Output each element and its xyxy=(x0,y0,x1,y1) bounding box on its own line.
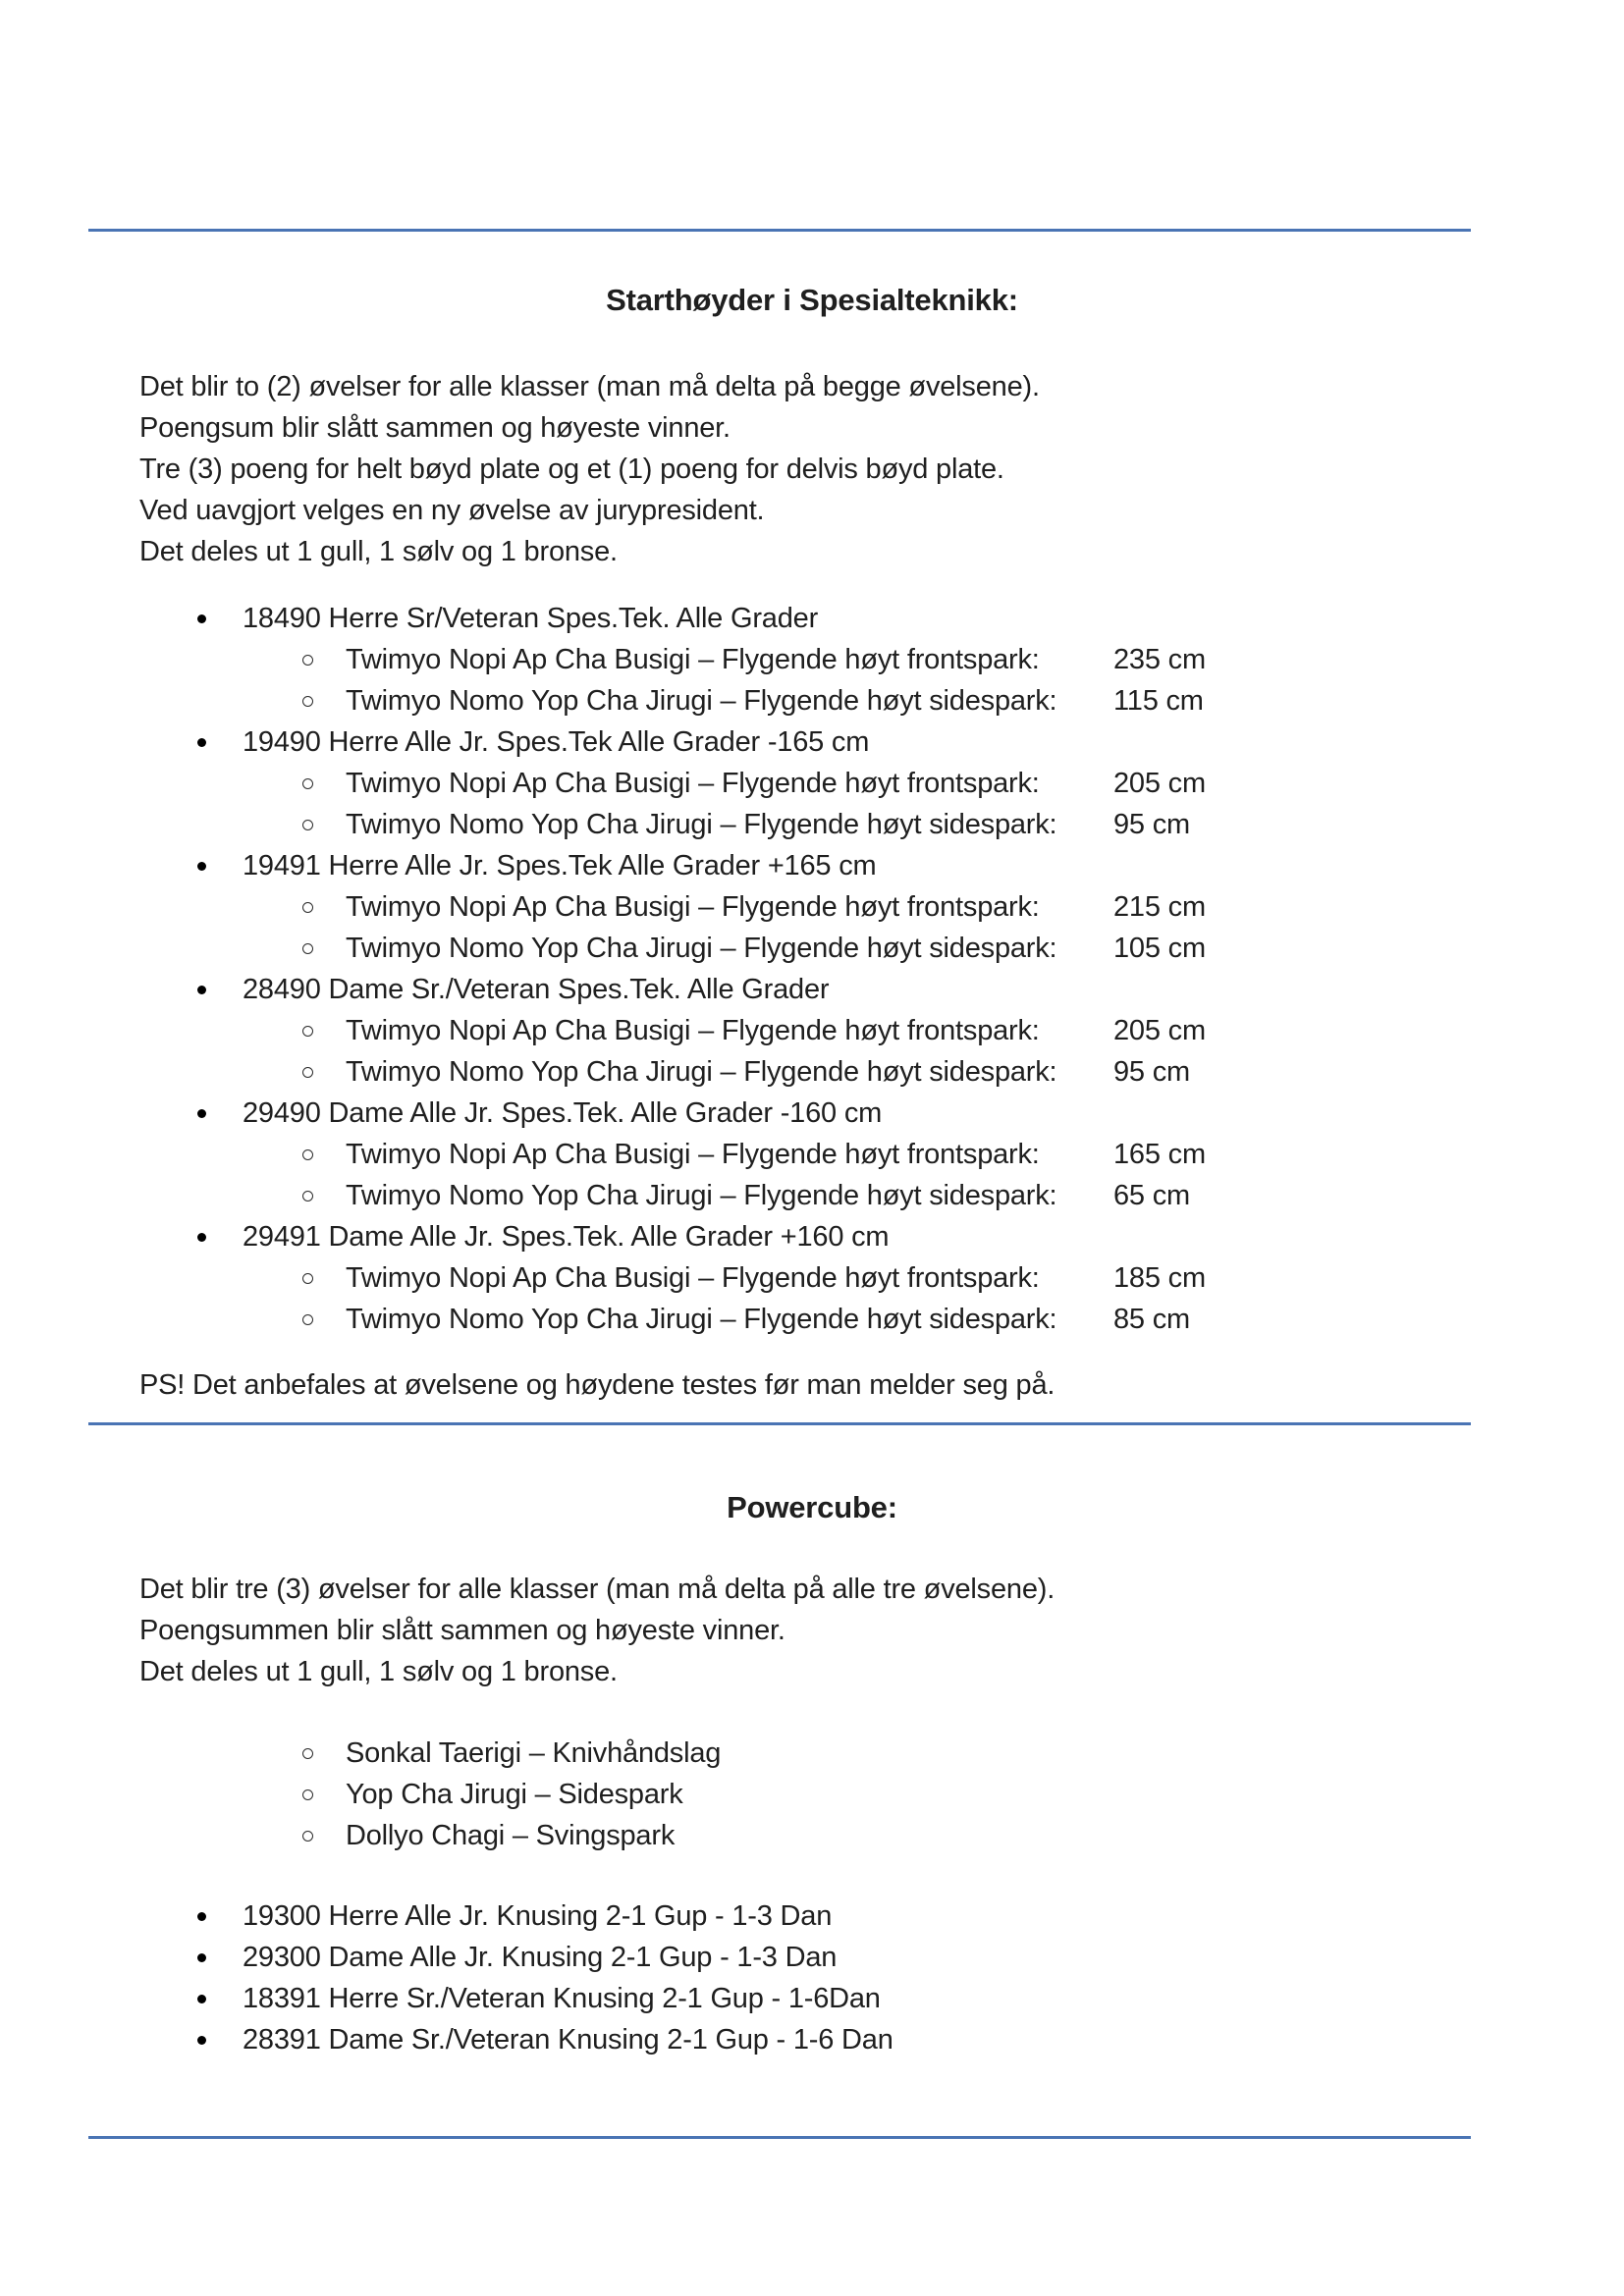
bullet-icon xyxy=(197,2036,206,2045)
technique-label: Twimyo Nomo Yop Cha Jirugi – Flygende høyt sidespark: xyxy=(346,1180,1057,1211)
class-item xyxy=(0,845,1624,886)
technique-label: Twimyo Nomo Yop Cha Jirugi – Flygende høyt sidespark: xyxy=(346,685,1057,717)
technique-value: 185 cm xyxy=(1113,1262,1206,1294)
technique-value: 235 cm xyxy=(1113,644,1206,675)
intro-line: Ved uavgjort velges en ny øvelse av jurypresident. xyxy=(139,495,765,526)
circle-bullet-icon xyxy=(302,1149,313,1160)
bullet-icon xyxy=(197,862,206,871)
spesialteknikk-heading: Starthøyder i Spesialteknikk: xyxy=(606,283,1018,317)
class-item xyxy=(0,598,1624,639)
technique-item xyxy=(0,928,1624,969)
intro-line: Poengsum blir slått sammen og høyeste vinner. xyxy=(139,412,731,444)
technique-item xyxy=(0,1815,1624,1856)
bullet-icon xyxy=(197,1109,206,1118)
class-item xyxy=(0,1978,1624,2019)
technique-label: Dollyo Chagi – Svingspark xyxy=(346,1820,676,1851)
technique-value: 105 cm xyxy=(1113,933,1206,964)
bullet-icon xyxy=(197,1953,206,1962)
technique-label: Twimyo Nomo Yop Cha Jirugi – Flygende høyt sidespark: xyxy=(346,1056,1057,1088)
class-label: 19300 Herre Alle Jr. Knusing 2-1 Gup - 1-3 Dan xyxy=(243,1900,833,1932)
spesialteknikk-intro xyxy=(139,366,1624,572)
powercube-technique-list xyxy=(0,1733,1624,1856)
powercube-intro xyxy=(139,1569,1624,1692)
technique-value: 205 cm xyxy=(1113,1015,1206,1046)
technique-value: 215 cm xyxy=(1113,891,1206,923)
technique-label: Yop Cha Jirugi – Sidespark xyxy=(346,1779,683,1810)
circle-bullet-icon xyxy=(302,1067,313,1078)
technique-item xyxy=(0,1010,1624,1051)
class-label: 28490 Dame Sr./Veteran Spes.Tek. Alle Grader xyxy=(243,974,830,1005)
technique-item xyxy=(0,1774,1624,1815)
technique-label: Twimyo Nopi Ap Cha Busigi – Flygende høyt frontspark: xyxy=(346,1015,1040,1046)
technique-item xyxy=(0,763,1624,804)
powercube-heading: Powercube: xyxy=(727,1490,897,1524)
bullet-icon xyxy=(197,1233,206,1242)
class-item xyxy=(0,1216,1624,1257)
circle-bullet-icon xyxy=(302,1748,313,1759)
circle-bullet-icon xyxy=(302,1273,313,1284)
technique-label: Twimyo Nomo Yop Cha Jirugi – Flygende høyt sidespark: xyxy=(346,933,1057,964)
bullet-icon xyxy=(197,614,206,623)
class-item xyxy=(0,2019,1624,2060)
class-item xyxy=(0,969,1624,1010)
technique-item xyxy=(0,1257,1624,1299)
intro-line: Det deles ut 1 gull, 1 sølv og 1 bronse. xyxy=(139,1656,618,1687)
intro-line: Tre (3) poeng for helt bøyd plate og et (1) poeng for delvis bøyd plate. xyxy=(139,454,1004,485)
intro-line: Det blir to (2) øvelser for alle klasser (man må delta på begge øvelsene). xyxy=(139,371,1040,402)
technique-label: Twimyo Nopi Ap Cha Busigi – Flygende høyt frontspark: xyxy=(346,768,1040,799)
technique-value: 65 cm xyxy=(1113,1180,1190,1211)
technique-item xyxy=(0,804,1624,845)
class-item xyxy=(0,721,1624,763)
technique-value: 115 cm xyxy=(1113,685,1204,717)
technique-item xyxy=(0,1175,1624,1216)
intro-line: Det blir tre (3) øvelser for alle klasser (man må delta på alle tre øvelsene). xyxy=(139,1574,1056,1605)
technique-label: Twimyo Nopi Ap Cha Busigi – Flygende høyt frontspark: xyxy=(346,1262,1040,1294)
circle-bullet-icon xyxy=(302,778,313,789)
technique-label: Twimyo Nopi Ap Cha Busigi – Flygende høyt frontspark: xyxy=(346,891,1040,923)
technique-item xyxy=(0,1134,1624,1175)
technique-value: 95 cm xyxy=(1113,809,1190,840)
class-label: 29490 Dame Alle Jr. Spes.Tek. Alle Grader -160 cm xyxy=(243,1097,883,1129)
circle-bullet-icon xyxy=(302,1026,313,1037)
class-label: 18391 Herre Sr./Veteran Knusing 2-1 Gup - 1-6Dan xyxy=(243,1983,881,2014)
ps-note: PS! Det anbefales at øvelsene og høydene testes før man melder seg på. xyxy=(139,1369,1056,1401)
technique-item xyxy=(0,886,1624,928)
class-item xyxy=(0,1896,1624,1937)
bullet-icon xyxy=(197,1995,206,2003)
technique-item xyxy=(0,680,1624,721)
bullet-icon xyxy=(197,738,206,747)
technique-value: 95 cm xyxy=(1113,1056,1190,1088)
circle-bullet-icon xyxy=(302,820,313,830)
top-divider-rule xyxy=(88,229,1471,232)
bottom-divider-rule xyxy=(88,2136,1471,2139)
technique-value: 165 cm xyxy=(1113,1139,1206,1170)
technique-label: Sonkal Taerigi – Knivhåndslag xyxy=(346,1737,722,1769)
technique-item xyxy=(0,1299,1624,1340)
circle-bullet-icon xyxy=(302,1789,313,1800)
technique-label: Twimyo Nopi Ap Cha Busigi – Flygende høyt frontspark: xyxy=(346,1139,1040,1170)
technique-item xyxy=(0,1733,1624,1774)
intro-line: Poengsummen blir slått sammen og høyeste vinner. xyxy=(139,1615,785,1646)
technique-label: Twimyo Nomo Yop Cha Jirugi – Flygende høyt sidespark: xyxy=(346,1304,1057,1335)
class-label: 29491 Dame Alle Jr. Spes.Tek. Alle Grader +160 cm xyxy=(243,1221,890,1253)
technique-value: 205 cm xyxy=(1113,768,1206,799)
circle-bullet-icon xyxy=(302,1314,313,1325)
technique-item xyxy=(0,639,1624,680)
technique-label: Twimyo Nopi Ap Cha Busigi – Flygende høyt frontspark: xyxy=(346,644,1040,675)
circle-bullet-icon xyxy=(302,696,313,707)
circle-bullet-icon xyxy=(302,1831,313,1842)
circle-bullet-icon xyxy=(302,655,313,666)
technique-value: 85 cm xyxy=(1113,1304,1190,1335)
class-label: 18490 Herre Sr/Veteran Spes.Tek. Alle Grader xyxy=(243,603,819,634)
class-label: 29300 Dame Alle Jr. Knusing 2-1 Gup - 1-3 Dan xyxy=(243,1942,838,1973)
intro-line: Det deles ut 1 gull, 1 sølv og 1 bronse. xyxy=(139,536,618,567)
circle-bullet-icon xyxy=(302,943,313,954)
technique-item xyxy=(0,1051,1624,1093)
technique-label: Twimyo Nomo Yop Cha Jirugi – Flygende høyt sidespark: xyxy=(346,809,1057,840)
class-label: 19491 Herre Alle Jr. Spes.Tek Alle Grader +165 cm xyxy=(243,850,877,881)
class-label: 28391 Dame Sr./Veteran Knusing 2-1 Gup - 1-6 Dan xyxy=(243,2024,893,2056)
circle-bullet-icon xyxy=(302,902,313,913)
powercube-class-list xyxy=(0,1896,1624,2060)
class-label: 19490 Herre Alle Jr. Spes.Tek Alle Grader -165 cm xyxy=(243,726,870,758)
middle-divider-rule xyxy=(88,1422,1471,1425)
circle-bullet-icon xyxy=(302,1191,313,1201)
class-item xyxy=(0,1937,1624,1978)
spesialteknikk-class-list xyxy=(0,598,1624,1340)
bullet-icon xyxy=(197,986,206,994)
bullet-icon xyxy=(197,1912,206,1921)
class-item xyxy=(0,1093,1624,1134)
